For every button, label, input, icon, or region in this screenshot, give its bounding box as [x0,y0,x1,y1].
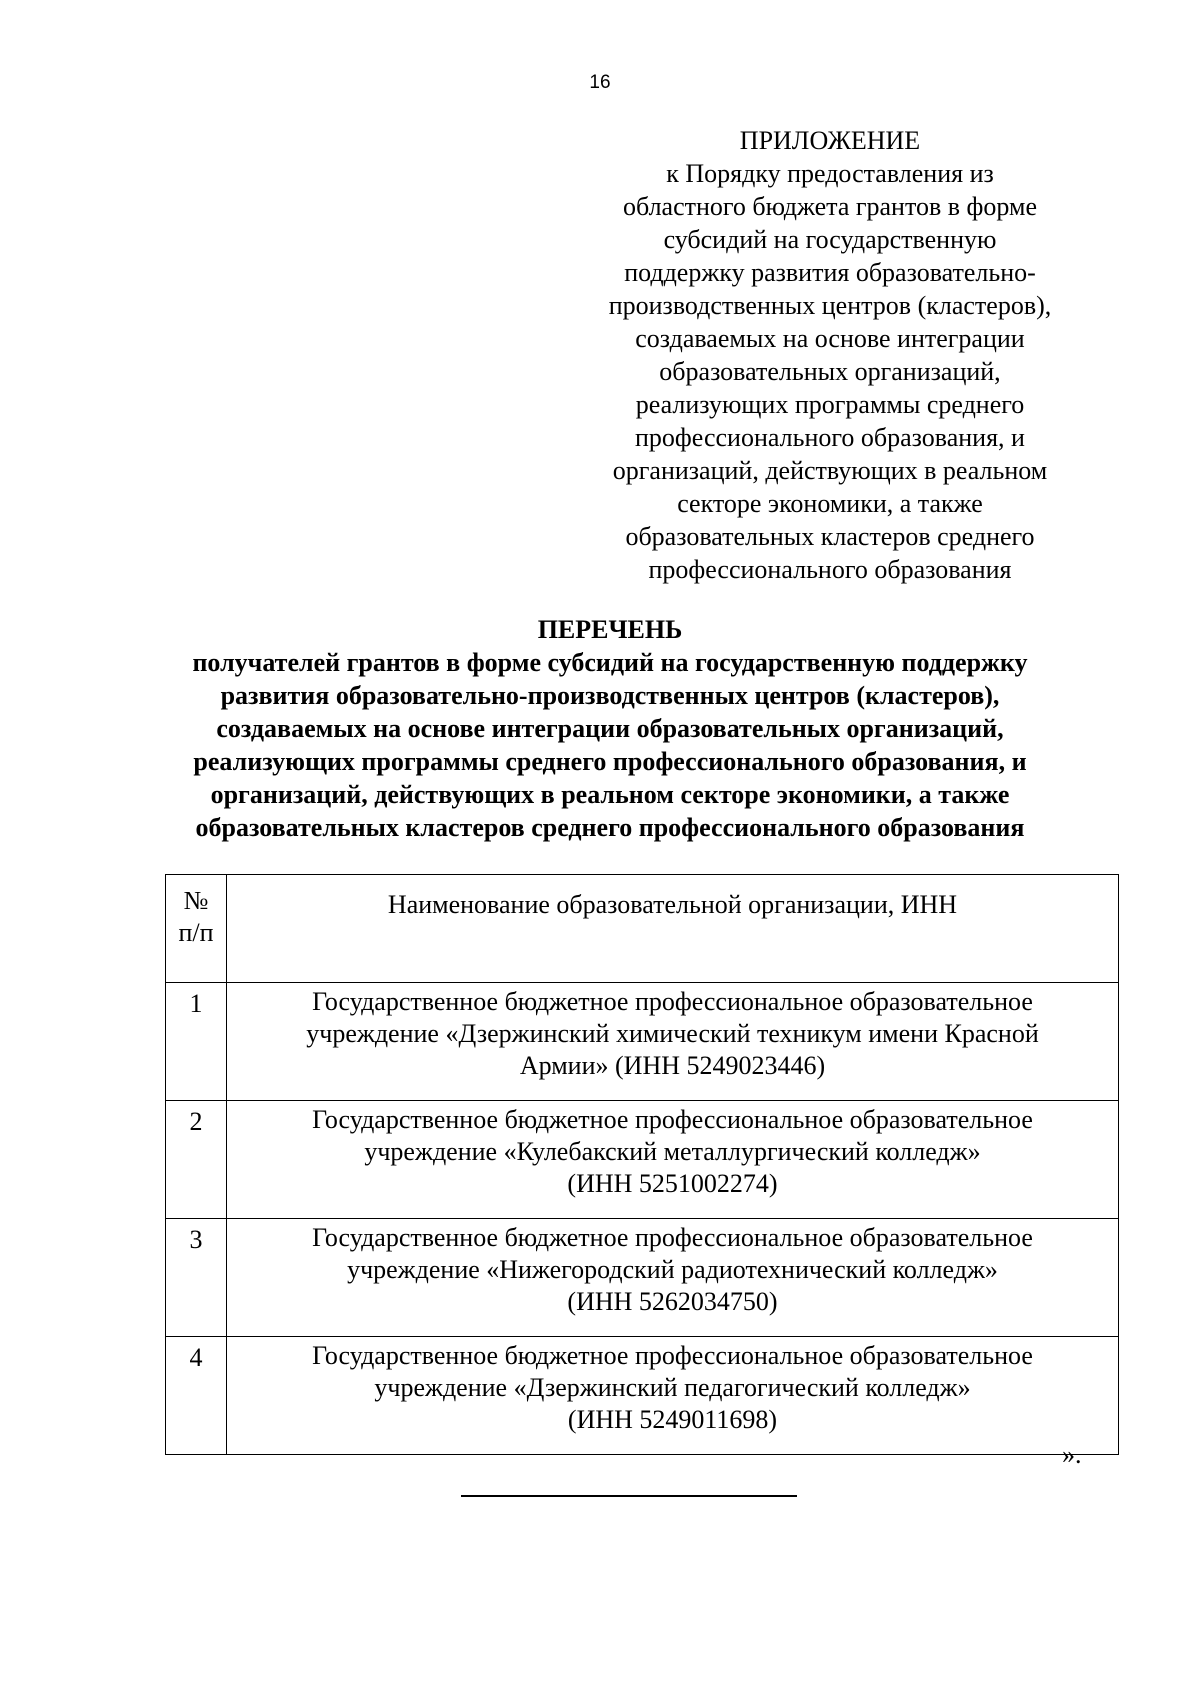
organization-name [227,1101,1119,1219]
recipients-table [165,874,1119,1455]
heading-line: получателей грантов в форме субсидий на государственную поддержку [192,648,1028,677]
organization-name-line: Государственное бюджетное профессиональное образовательное [312,1223,1033,1252]
appendix-line: секторе экономики, а также [677,489,983,518]
organization-name-line: Государственное бюджетное профессиональное образовательное [312,1105,1033,1134]
list-heading [120,613,1100,844]
header-number-abbr: п/п [178,918,214,947]
organization-name-line: учреждение «Дзержинский педагогический колледж» [374,1373,971,1402]
row-number: 3 [166,1219,227,1337]
table-row [166,1219,1119,1337]
header-number [166,875,227,983]
row-number: 4 [166,1337,227,1455]
row-number: 2 [166,1101,227,1219]
organization-name-line: учреждение «Кулебакский металлургический колледж» [364,1137,981,1166]
heading-title: ПЕРЕЧЕНЬ [537,615,683,644]
table-row [166,983,1119,1101]
end-divider [461,1495,797,1497]
appendix-line: организаций, действующих в реальном [612,456,1048,485]
organization-inn: (ИНН 5262034750) [567,1287,778,1316]
organization-name-line: учреждение «Дзержинский химический техникум имени Красной [306,1019,1039,1048]
appendix-line: реализующих программы среднего [635,390,1025,419]
appendix-line: профессионального образования [648,555,1012,584]
heading-line: реализующих программы среднего профессионального образования, и [193,747,1027,776]
appendix-line: профессионального образования, и [635,423,1025,452]
appendix-line: производственных центров (кластеров), [608,291,1052,320]
appendix-line: субсидий на государственную [663,225,997,254]
heading-line: образовательных кластеров среднего профессионального образования [195,813,1025,842]
appendix-block [590,124,1070,586]
appendix-line: образовательных организаций, [659,357,1001,386]
appendix-line: создаваемых на основе интеграции [635,324,1025,353]
closing-quote: ». [1062,1440,1082,1469]
table-row [166,1101,1119,1219]
appendix-title: ПРИЛОЖЕНИЕ [739,126,921,155]
appendix-line: поддержку развития образовательно- [624,258,1036,287]
organization-name-line: Государственное бюджетное профессиональное образовательное [312,1341,1033,1370]
organization-name [227,1337,1119,1455]
organization-inn: (ИНН 5249011698) [567,1405,778,1434]
header-number-symbol: № [183,886,209,915]
heading-line: организаций, действующих в реальном секторе экономики, а также [210,780,1010,809]
organization-name [227,1219,1119,1337]
organization-name-line: Государственное бюджетное профессиональное образовательное [312,987,1033,1016]
organization-inn: Армии» (ИНН 5249023446) [519,1051,826,1080]
heading-line: развития образовательно-производственных центров (кластеров), [220,681,1000,710]
page-number: 16 [589,72,611,93]
appendix-line: к Порядку предоставления из [666,159,994,188]
organization-name-line: учреждение «Нижегородский радиотехнический колледж» [347,1255,998,1284]
appendix-line: областного бюджета грантов в форме [622,192,1037,221]
organization-inn: (ИНН 5251002274) [567,1169,778,1198]
row-number: 1 [166,983,227,1101]
heading-line: создаваемых на основе интеграции образовательных организаций, [216,714,1004,743]
organization-name [227,983,1119,1101]
appendix-line: образовательных кластеров среднего [625,522,1035,551]
header-name: Наименование образовательной организации, ИНН [227,875,1119,983]
table-row [166,1337,1119,1455]
table-header-row [166,875,1119,983]
